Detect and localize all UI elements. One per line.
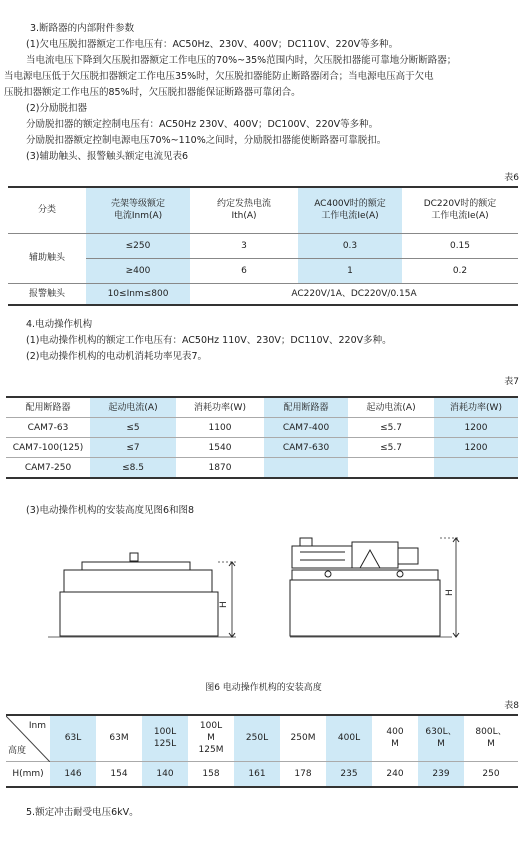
table8 <box>6 714 518 788</box>
table7-cell: 1100 <box>176 418 264 438</box>
table8-cell: 140 <box>142 761 188 787</box>
right-h-label: H <box>445 589 455 596</box>
table6-header: DC220V时的额定 工作电流Ie(A) <box>402 187 518 233</box>
table8-header: 400 M <box>372 715 418 761</box>
section5-title: 5.额定冲击耐受电压6kV。 <box>26 807 139 818</box>
table8-corner <box>6 715 50 761</box>
right-operator-drawing <box>290 538 460 637</box>
table6-header: AC400V时的额定 工作电流Ie(A) <box>298 187 402 233</box>
table8-header: 400L <box>326 715 372 761</box>
section3-p2b: 当电源电压低于欠压脱扣器额定工作电压35%时，欠压脱扣器能防止断路器闭合；当电源电压高于欠电 <box>4 71 434 82</box>
table6-cell: AC220V/1A、DC220V/0.15A <box>190 283 518 305</box>
table7-cell: ≤8.5 <box>90 458 176 479</box>
figure6-drawing <box>0 520 527 670</box>
left-h-label: H <box>219 601 229 608</box>
table8-cell: 146 <box>50 761 96 787</box>
table8-cell: 240 <box>372 761 418 787</box>
table7-header: 起动电流(A) <box>348 397 434 418</box>
table7-caption: 表7 <box>504 377 519 387</box>
section4-title: 4.电动操作机构 <box>26 319 93 330</box>
section3-title: 3.断路器的内部附件参数 <box>30 23 135 34</box>
table7-cell: CAM7-63 <box>6 418 90 438</box>
table6-cell: 0.3 <box>298 233 402 258</box>
table6-header: 分类 <box>8 187 86 233</box>
table6-cell: 辅助触头 <box>8 233 86 283</box>
table7-header: 消耗功率(W) <box>434 397 518 418</box>
corner-bottom-label: 高度 <box>8 745 27 756</box>
table7-cell: ≤5.7 <box>348 438 434 458</box>
table6-cell: 0.2 <box>402 258 518 283</box>
table7-cell: CAM7-630 <box>264 438 348 458</box>
table7-cell: 1870 <box>176 458 264 479</box>
table7 <box>6 396 518 479</box>
table7-cell: 1540 <box>176 438 264 458</box>
table6-cell: 1 <box>298 258 402 283</box>
table7-cell: ≤5.7 <box>348 418 434 438</box>
table7-cell <box>434 458 518 479</box>
table7-cell: ≤7 <box>90 438 176 458</box>
section3-p2c: 压脱扣器额定工作电压的85%时，欠压脱扣器能保证断路器可靠闭合。 <box>4 87 301 98</box>
table8-caption: 表8 <box>504 701 519 711</box>
table6-cell: ≥400 <box>86 258 190 283</box>
section4-p1: (1)电动操作机构的额定工作电压有：AC50Hz 110V、230V；DC110V、220V多种。 <box>26 335 392 346</box>
table7-header: 配用断路器 <box>6 397 90 418</box>
section3-p2a: 当电流电压下降到欠压脱扣器额定工作电压的70%~35%范围内时，欠压脱扣器能可靠地分断断路器； <box>26 55 457 66</box>
figure6-caption: 图6 电动操作机构的安装高度 <box>205 683 322 693</box>
section3-p6: (3)辅助触头、报警触头额定电流见表6 <box>26 151 189 162</box>
table6-header: 约定发热电流 Ith(A) <box>190 187 298 233</box>
table8-header: 250L <box>234 715 280 761</box>
table6-caption: 表6 <box>504 173 519 183</box>
table7-cell <box>264 458 348 479</box>
table8-cell: 235 <box>326 761 372 787</box>
table8-header: 63L <box>50 715 96 761</box>
table8-header: 250M <box>280 715 326 761</box>
table7-cell: ≤5 <box>90 418 176 438</box>
section3-p4: 分励脱扣器的额定控制电压有：AC50Hz 230V、400V；DC100V、220V等多种。 <box>26 119 379 130</box>
table7-header: 消耗功率(W) <box>176 397 264 418</box>
table8-cell: 154 <box>96 761 142 787</box>
table8-header: 800L、 M <box>464 715 518 761</box>
corner-top-label: Inm <box>28 721 46 731</box>
table7-cell: CAM7-250 <box>6 458 90 479</box>
table8-header: 100L M 125M <box>188 715 234 761</box>
section3-p5: 分励脱扣器额定控制电源电压70%~110%之间时，分励脱扣器能使断路器可靠脱扣。 <box>26 135 387 146</box>
table6 <box>8 186 518 306</box>
table8-header: 630L、 M <box>418 715 464 761</box>
table8-cell: 250 <box>464 761 518 787</box>
table8-cell: 158 <box>188 761 234 787</box>
table7-cell: 1200 <box>434 418 518 438</box>
table7-header: 配用断路器 <box>264 397 348 418</box>
table6-header: 壳架等级额定 电流Inm(A) <box>86 187 190 233</box>
section3-p3: (2)分励脱扣器 <box>26 103 87 114</box>
table8-cell: 161 <box>234 761 280 787</box>
table6-cell: 0.15 <box>402 233 518 258</box>
table7-cell <box>348 458 434 479</box>
table6-cell: 3 <box>190 233 298 258</box>
section4-p2: (2)电动操作机构的电动机消耗功率见表7。 <box>26 351 208 362</box>
table6-cell: 6 <box>190 258 298 283</box>
table8-cell: 239 <box>418 761 464 787</box>
table6-cell: 10≤Inm≤800 <box>86 283 190 305</box>
table7-cell: CAM7-400 <box>264 418 348 438</box>
section4-p3: (3)电动操作机构的安装高度见图6和图8 <box>26 505 195 516</box>
table6-cell: 报警触头 <box>8 283 86 305</box>
section3-p1: (1)欠电压脱扣器额定工作电压有：AC50Hz、230V、400V；DC110V、220V等多种。 <box>26 39 399 50</box>
table8-header: 100L 125L <box>142 715 188 761</box>
table7-cell: CAM7-100(125) <box>6 438 90 458</box>
table7-cell: 1200 <box>434 438 518 458</box>
table8-row-label: H(mm) <box>6 761 50 787</box>
table8-header: 63M <box>96 715 142 761</box>
left-operator-drawing <box>48 553 238 637</box>
table6-cell: ≤250 <box>86 233 190 258</box>
table8-cell: 178 <box>280 761 326 787</box>
table7-header: 起动电流(A) <box>90 397 176 418</box>
